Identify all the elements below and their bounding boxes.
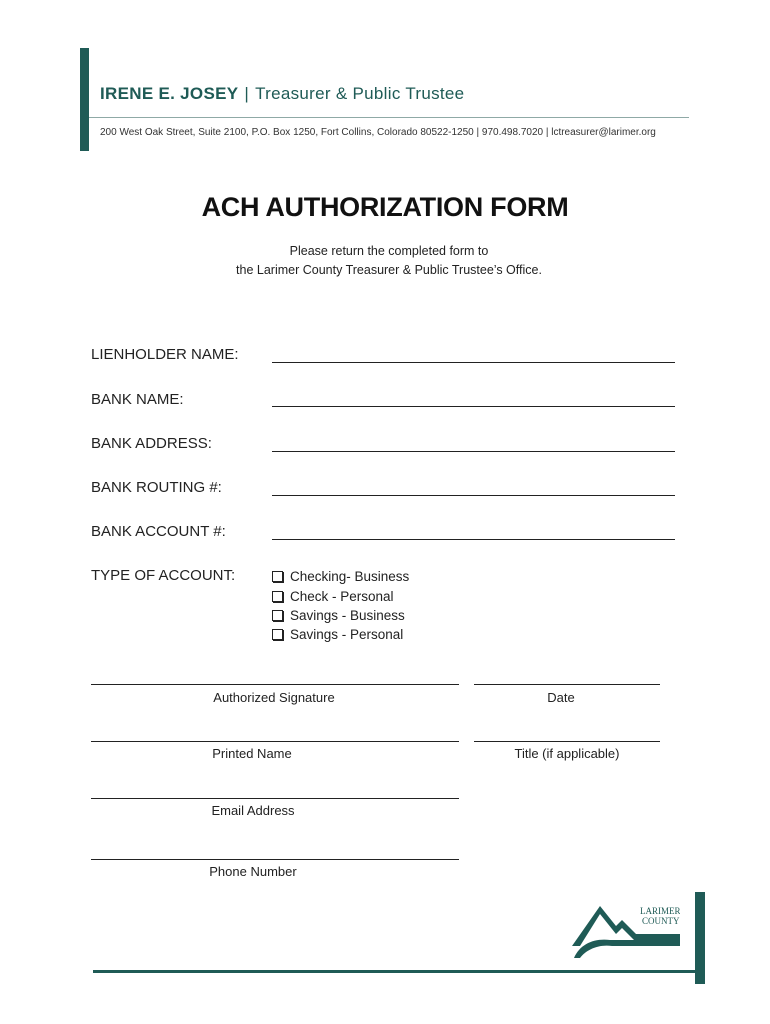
checkbox-icon[interactable]	[272, 629, 283, 640]
printed-name-label: Printed Name	[212, 746, 292, 761]
email-address-label: Email Address	[211, 803, 295, 818]
treasurer-name: IRENE E. JOSEY	[100, 84, 239, 103]
header-separator: |	[244, 84, 250, 103]
logo-swoosh-shape	[574, 940, 680, 958]
form-title: ACH AUTHORIZATION FORM	[201, 192, 569, 222]
footer-rule	[93, 970, 701, 973]
checkbox-checking-business[interactable]	[272, 569, 409, 584]
bank-routing-field[interactable]	[272, 495, 675, 496]
header-rule	[89, 117, 689, 118]
lienholder-name-field[interactable]	[272, 362, 675, 363]
option-label: Savings - Business	[290, 608, 405, 623]
header-address: 200 West Oak Street, Suite 2100, P.O. Box 1250, Fort Collins, Colorado 80522-1250 | 970.498.7020 | lctreasurer@larimer.org	[100, 127, 656, 138]
printed-name-line[interactable]	[91, 741, 459, 742]
logo-text-line2: COUNTY	[642, 916, 680, 926]
bank-name-field[interactable]	[272, 406, 675, 407]
checkbox-icon[interactable]	[272, 571, 283, 582]
checkbox-icon[interactable]	[272, 610, 283, 621]
bank-account-label: BANK ACCOUNT #:	[91, 523, 226, 540]
option-label: Check - Personal	[290, 589, 394, 604]
email-address-line[interactable]	[91, 798, 459, 799]
header-title	[100, 84, 464, 104]
date-line[interactable]	[474, 684, 660, 685]
phone-number-label: Phone Number	[209, 864, 297, 879]
title-line[interactable]	[474, 741, 660, 742]
checkbox-savings-business[interactable]	[272, 608, 405, 623]
checkbox-check-personal[interactable]	[272, 589, 394, 604]
bank-account-field[interactable]	[272, 539, 675, 540]
authorized-signature-line[interactable]	[91, 684, 459, 685]
treasurer-role: Treasurer & Public Trustee	[255, 84, 465, 103]
option-label: Checking- Business	[290, 569, 410, 584]
title-label: Title (if applicable)	[514, 746, 620, 761]
logo-text-line1: LARIMER	[640, 906, 680, 916]
authorized-signature-label: Authorized Signature	[213, 690, 335, 705]
lienholder-name-label: LIENHOLDER NAME:	[91, 346, 239, 363]
bank-address-field[interactable]	[272, 451, 675, 452]
instructions-line-2: the Larimer County Treasurer & Public Trustee’s Office.	[236, 263, 542, 277]
phone-number-line[interactable]	[91, 859, 459, 860]
bank-address-label: BANK ADDRESS:	[91, 435, 212, 452]
header-accent-bar	[80, 48, 89, 151]
instructions-line-1: Please return the completed form to	[289, 244, 489, 258]
option-label: Savings - Personal	[290, 627, 404, 642]
date-label: Date	[547, 690, 575, 705]
checkbox-icon[interactable]	[272, 591, 283, 602]
bank-routing-label: BANK ROUTING #:	[91, 479, 222, 496]
account-type-label: TYPE OF ACCOUNT:	[91, 567, 236, 584]
bank-name-label: BANK NAME:	[91, 391, 184, 408]
checkbox-savings-personal[interactable]	[272, 627, 403, 642]
larimer-county-logo	[570, 900, 680, 962]
